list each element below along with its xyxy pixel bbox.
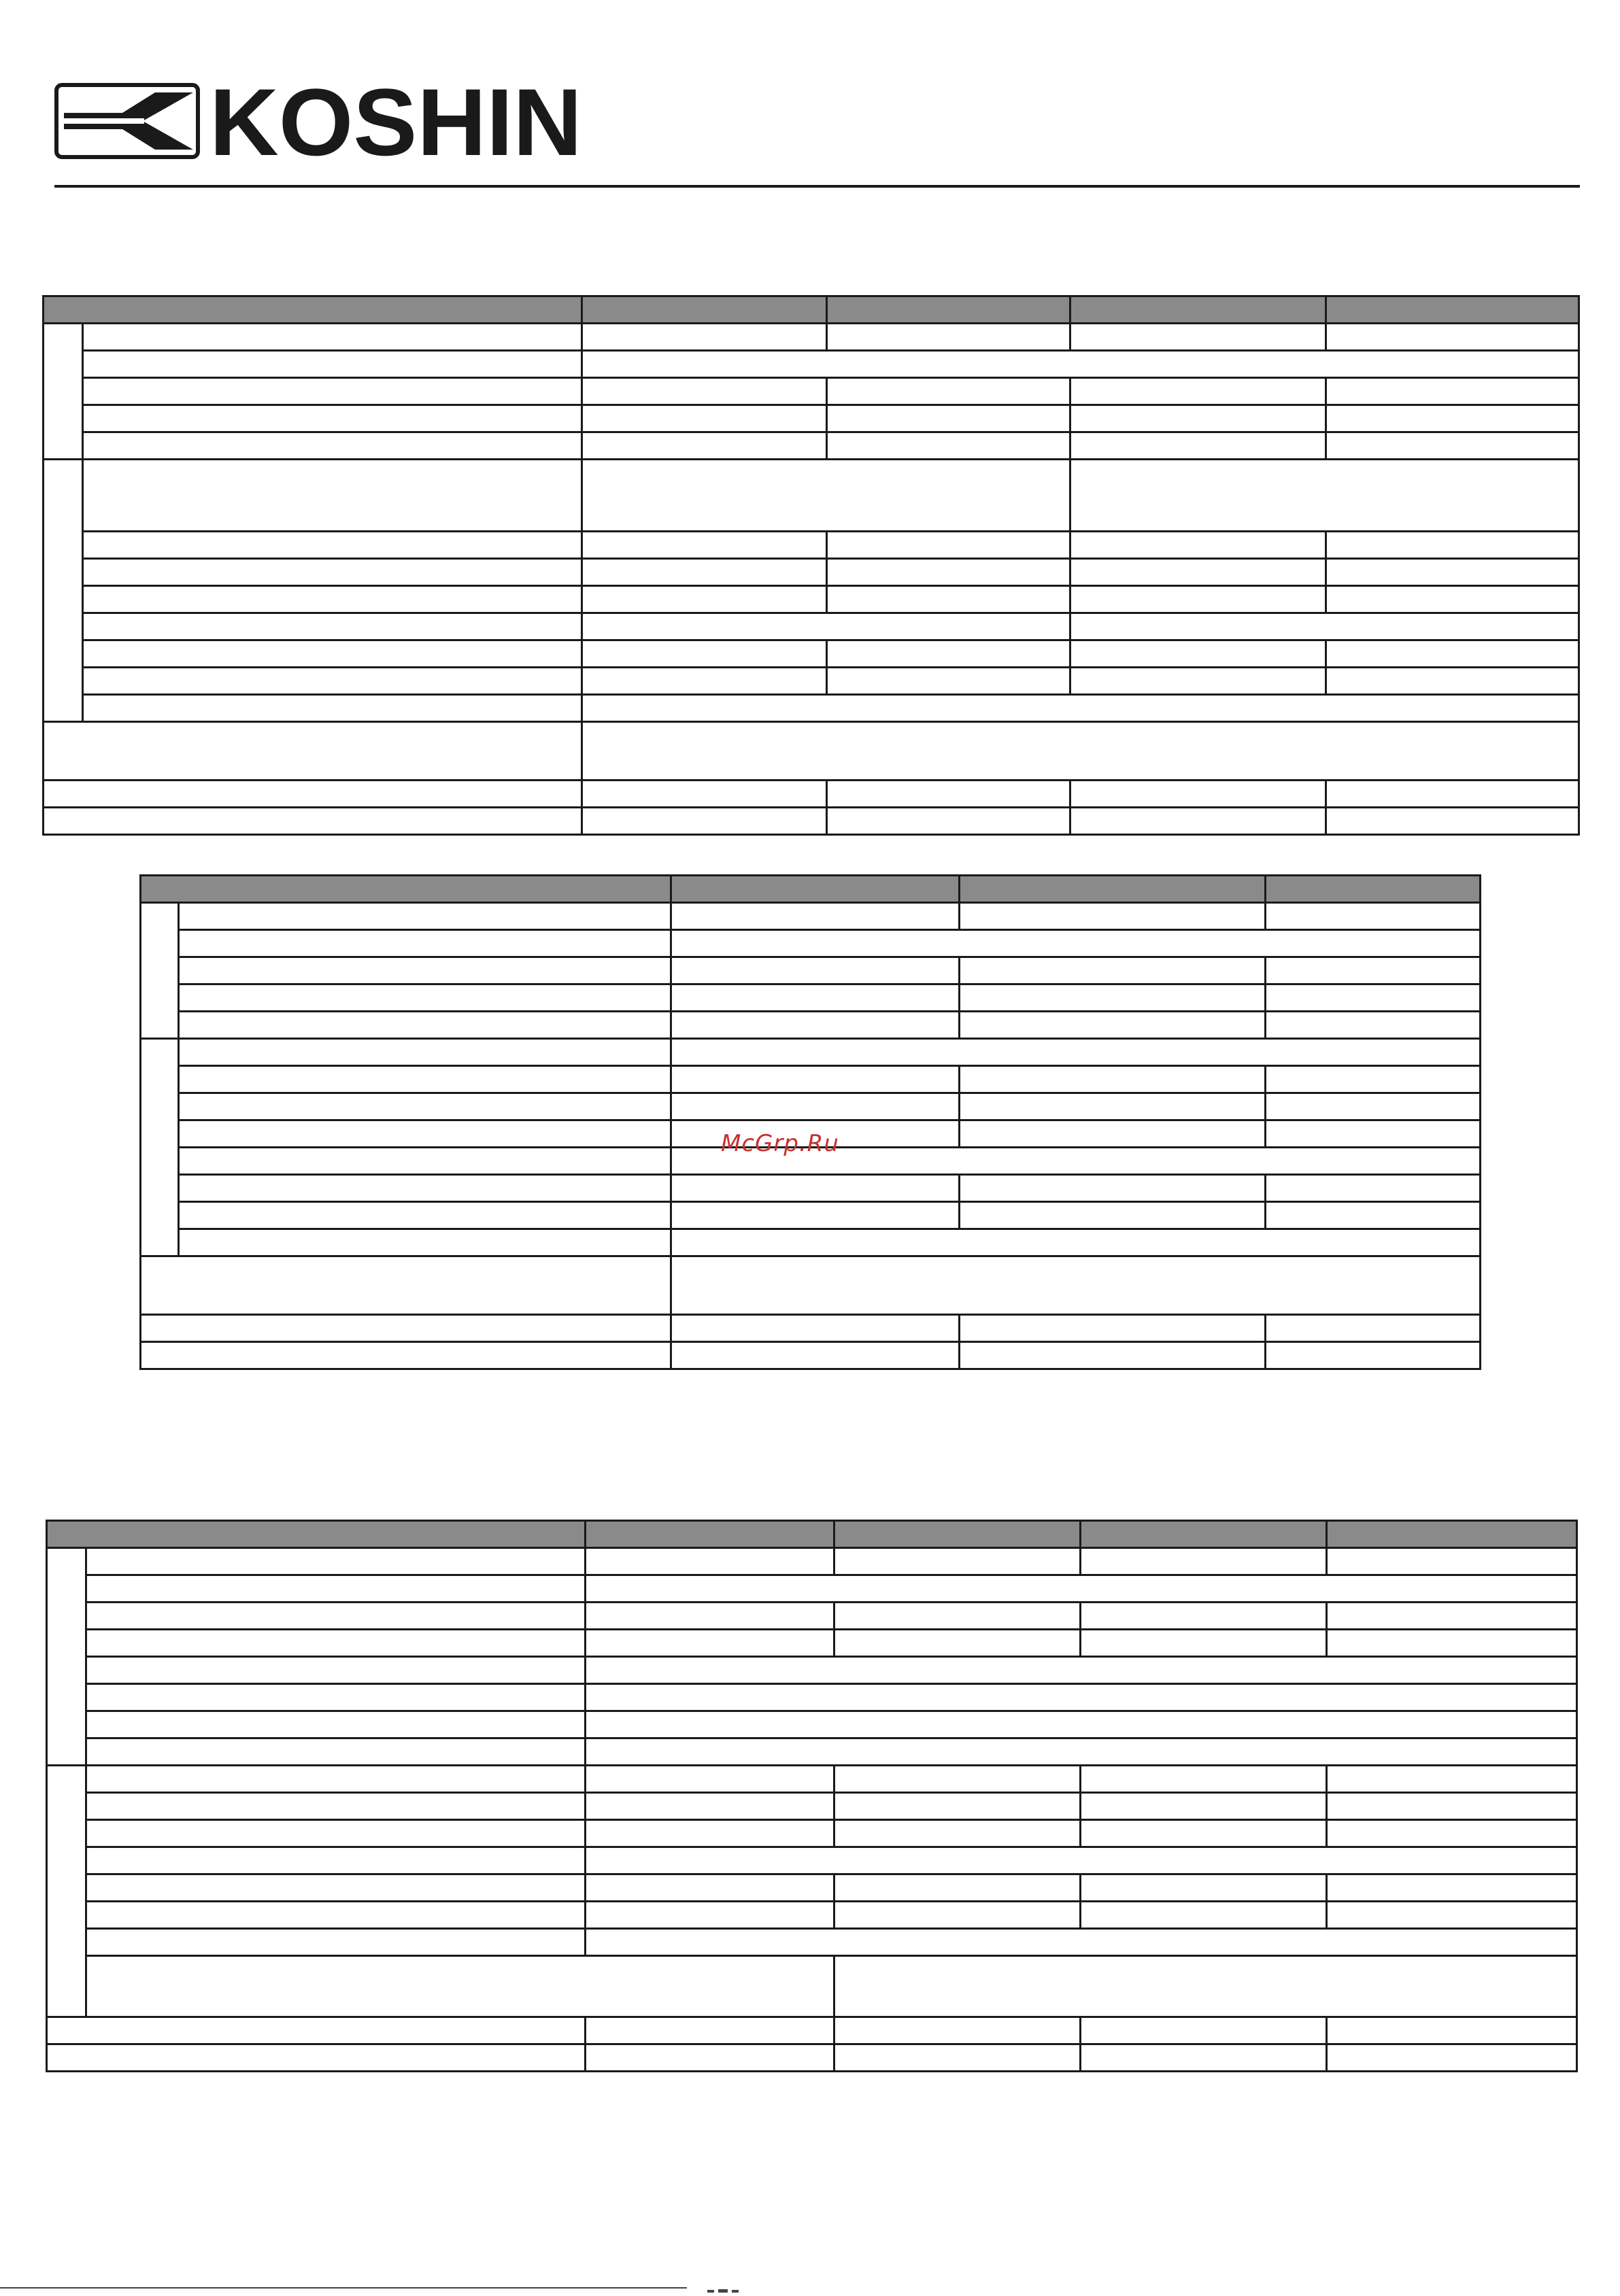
table-row: [47, 2044, 1577, 2072]
table-row: [47, 1847, 1577, 1874]
koshin-logo: [54, 83, 585, 159]
table-row: [47, 2017, 1577, 2044]
table-row: [47, 1874, 1577, 1902]
table-row: [141, 1229, 1481, 1256]
spec-table-3: [46, 1520, 1578, 2072]
table-row: [47, 1793, 1577, 1820]
table-row: [47, 1684, 1577, 1711]
table-header-row: [141, 876, 1481, 903]
table-row: [47, 1630, 1577, 1657]
table-row: [141, 1315, 1481, 1342]
table-row: [141, 930, 1481, 957]
table-row: [44, 722, 1579, 781]
table-row: [44, 613, 1579, 640]
koshin-emblem-icon: [56, 85, 198, 157]
svg-text:KOSHIN: KOSHIN: [209, 83, 582, 159]
table-header-row: [44, 296, 1579, 324]
table-row: [44, 351, 1579, 378]
table-row: [141, 1093, 1481, 1120]
table-row: [141, 1202, 1481, 1229]
table-row: [47, 1929, 1577, 1956]
table-row: [141, 984, 1481, 1012]
table-row: [141, 1342, 1481, 1369]
watermark-text: McGrp.Ru: [721, 1130, 839, 1157]
table-row: [47, 1575, 1577, 1603]
table-row: [141, 957, 1481, 984]
table-row: [44, 405, 1579, 432]
table-row: [44, 781, 1579, 808]
table-row: [44, 640, 1579, 668]
table-row: [47, 1902, 1577, 1929]
table-row: [44, 586, 1579, 613]
table-row: [44, 378, 1579, 405]
spec-table-1: [42, 295, 1580, 836]
table-row: [44, 532, 1579, 559]
table-row: [47, 1711, 1577, 1738]
table-row: [44, 324, 1579, 351]
table-row: [141, 1175, 1481, 1202]
spec-table-2: [139, 874, 1481, 1370]
table-row: [47, 1657, 1577, 1684]
table-row: [141, 903, 1481, 930]
table-row: [44, 695, 1579, 722]
table-header-row: [47, 1521, 1577, 1548]
table-row: [47, 1548, 1577, 1575]
footer-rule: [0, 2287, 687, 2289]
table-row: [47, 1956, 1577, 2017]
table-row: [47, 1738, 1577, 1766]
table-row: [47, 1820, 1577, 1847]
table-row: [47, 1603, 1577, 1630]
table-row: [141, 1039, 1481, 1066]
table-row: [47, 1766, 1577, 1793]
table-row: [141, 1066, 1481, 1093]
table-row: [141, 1256, 1481, 1315]
table-row: [141, 1012, 1481, 1039]
table-row: [44, 559, 1579, 586]
table-row: [44, 432, 1579, 460]
header-rule: [54, 185, 1580, 188]
table-row: [44, 460, 1579, 532]
footer-mark: [707, 2284, 748, 2288]
table-row: [44, 668, 1579, 695]
table-row: [44, 808, 1579, 835]
